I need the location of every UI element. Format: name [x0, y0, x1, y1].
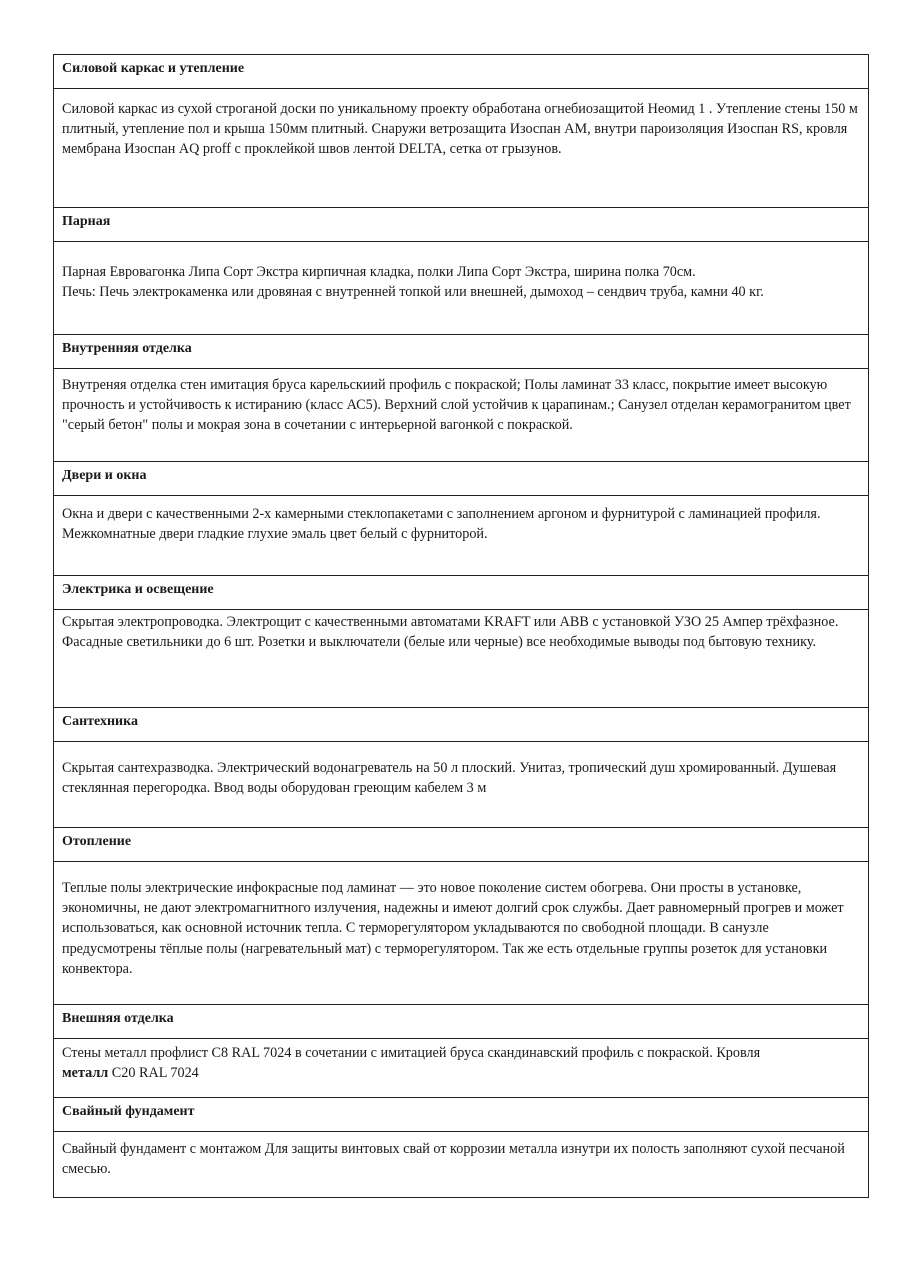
section-text: Теплые полы электрические инфокрасные под ламинат — это новое поколение систем обогрева. Они просты в установке, экономичны, не дают электромагнитного излучения, надежны и имеют долгий срок службы. Дает равномерный прогрев и может использоваться, как основной источник тепла. С терморегулятором укладываются по свободной площади. В санузле предусмотрены тёплые полы (нагревательный мат) с терморегулятором. Так же есть отдельные группы розеток для установки конвектора.	[62, 880, 844, 977]
section-header-doors-windows	[54, 462, 869, 496]
section-title: Сантехника	[54, 708, 869, 742]
section-body-electrics	[54, 610, 869, 708]
section-body-doors-windows	[54, 496, 869, 576]
section-title: Внешняя отделка	[54, 1005, 869, 1039]
section-text: Фасадные светильники до 6 шт. Розетки и выключатели (белые или черные) все необходимые выводы под бытовую технику.	[62, 634, 817, 651]
section-body-exterior	[54, 1039, 869, 1098]
section-text	[62, 1063, 860, 1083]
specification-table	[53, 54, 869, 1198]
section-body-frame	[54, 89, 869, 208]
section-header-heating	[54, 828, 869, 862]
section-body-interior	[54, 369, 869, 462]
section-content	[54, 369, 869, 462]
section-header-frame	[54, 55, 869, 89]
section-header-plumbing	[54, 708, 869, 742]
section-text: Свайный фундамент с монтажом Для защиты винтовых свай от коррозии металла изнутри их полость заполняют сухой песчаной смесью.	[62, 1141, 845, 1178]
section-title: Двери и окна	[54, 462, 869, 496]
section-content	[54, 742, 869, 828]
section-title: Внутренняя отделка	[54, 335, 869, 369]
section-title: Электрика и освещение	[54, 576, 869, 610]
section-title: Свайный фундамент	[54, 1098, 869, 1132]
section-content	[54, 1132, 869, 1198]
section-header-interior	[54, 335, 869, 369]
section-text: Печь: Печь электрокаменка или дровяная с внутренней топкой или внешней, дымоход – сендвич труба, камни 40 кг.	[62, 284, 764, 301]
section-title: Силовой каркас и утепление	[54, 55, 869, 89]
section-text: Скрытая электропроводка. Электрощит с качественными автоматами KRAFT или ABB с установкой УЗО 25 Ампер трёхфазное.	[62, 614, 839, 630]
section-text: Парная Евровагонка Липа Сорт Экстра кирпичная кладка, полки Липа Сорт Экстра, ширина полка 70см.	[62, 264, 696, 280]
section-header-parnaya	[54, 208, 869, 242]
section-header-electrics	[54, 576, 869, 610]
section-title: Отопление	[54, 828, 869, 862]
section-title: Парная	[54, 208, 869, 242]
section-content	[54, 242, 869, 335]
section-text: Стены металл профлист С8 RAL 7024 в сочетании с имитацией бруса скандинавский профиль с покраской. Кровля	[62, 1045, 761, 1061]
section-text: Скрытая сантехразводка. Электрический водонагреватель на 50 л плоский. Унитаз, тропический душ хромированный. Душевая стеклянная перегородка. Ввод воды оборудован греющим кабелем 3 м	[62, 760, 837, 797]
section-text: Окна и двери с качественными 2-х камерными стеклопакетами с заполнением аргоном и фурнитурой с ламинацией профиля. Межкомнатные двери гладкие глухие эмаль цвет белый с фурниторой.	[62, 506, 821, 543]
section-content	[54, 862, 869, 1005]
section-text: Внутреняя отделка стен имитация бруса карельскиий профиль с покраской; Полы ламинат 33 класс, покрытие имеет высокую прочность и устойчивость к истиранию (класс АС5). Верхний слой устойчив к царапинам.; Санузел отделан керамогранитом цвет "серый бетон" полы и мокрая зона в сочетании с интерьерной вагонкой с покраской.	[62, 377, 851, 434]
section-body-parnaya	[54, 242, 869, 335]
section-content	[54, 610, 869, 708]
section-content	[54, 496, 869, 576]
section-body-foundation	[54, 1132, 869, 1198]
section-header-exterior	[54, 1005, 869, 1039]
bold-word: металл	[62, 1065, 109, 1082]
section-text-rest: С20 RAL 7024	[108, 1065, 199, 1082]
section-text: Силовой каркас из сухой строганой доски по уникальному проекту обработана огнебиозащитой Неомид 1 . Утепление стены 150 м плитный, утепление пол и крыша 150мм плитный. Снаружи ветрозащита Изоспан АМ, внутри пароизоляция Изоспан RS, кровля мембрана Изоспан AQ proff с проклейкой швов лентой DELTA, сетка от грызунов.	[62, 101, 858, 158]
section-body-heating	[54, 862, 869, 1005]
section-body-plumbing	[54, 742, 869, 828]
section-header-foundation	[54, 1098, 869, 1132]
section-content	[54, 1039, 869, 1098]
section-content	[54, 89, 869, 208]
